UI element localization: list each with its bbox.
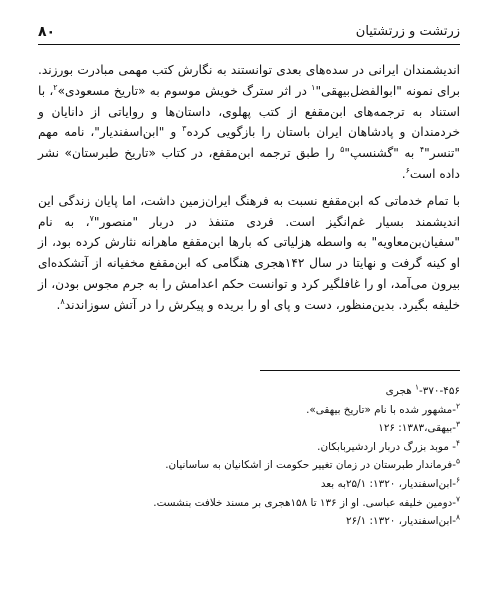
footnote-ref-7: ۷ (89, 213, 94, 223)
footnotes (38, 382, 460, 531)
footnote-4 (38, 438, 460, 457)
footnote-ref-8: ۸ (60, 296, 65, 306)
paragraph-1-text-4: و "ابن‌اسفندیار"، نامه مهم "تنسر" (38, 125, 461, 161)
paragraph-1-text-5: به "گشنسپ" (344, 146, 420, 161)
paragraph-1-text-7: . (401, 166, 406, 181)
paragraph-1-text-2: در اثر سترگ خویش موسوم به «تاریخ مسعودی» (57, 83, 312, 98)
page-number: ۸۰ (38, 24, 56, 40)
footnote-3 (38, 419, 460, 438)
footnote-text: -فرماندار طبرستان در زمان تغییر حکومت از اشکانیان به ساسانیان. (165, 459, 456, 472)
running-title: زرتشت و زرتشتیان (355, 24, 460, 39)
body-text (38, 60, 460, 322)
footnote-text: -دومین خلیفه عباسی. او از ۱۳۶ تا ۱۵۸هجری بر مسند خلافت بنشست. (153, 496, 456, 509)
paragraph-2-text-1: با تمام خدماتی که ابن‌مقفع نسبت به فرهنگ ایران‌زمین داشت، اما پایان زندگی این اندیشمند بسیار غم‌انگیز است. فردی متنفذ در دربار "منصور" (38, 193, 460, 229)
footnote-text: - موبد بزرگ دربار اردشیربابکان. (317, 440, 456, 453)
footnote-number: ۳ (455, 419, 460, 429)
footnote-text: -۳۷۰-۴۵۶ هجری (385, 385, 460, 397)
footnote-divider (260, 370, 460, 371)
footnote-5 (38, 456, 460, 475)
footnote-ref-4: ۴ (419, 145, 425, 155)
footnote-text: -مشهور شده با نام «تاریخ بیهقی». (306, 403, 456, 416)
paragraph-1-text-3: ، با استناد به ترجمه‌های ابن‌مقفع از کتب پهلوی، داستان‌ها و روایاتی از دانایان و خردمندان و پادشاهان ایران باستان را بازگویی کرده (38, 83, 460, 140)
footnote-1 (38, 382, 460, 401)
footnote-number: ۱ (414, 382, 420, 392)
footnote-ref-1: ۱ (311, 82, 316, 92)
paragraph-2-text-2: ، به نام "سفیان‌بن‌معاویه" به واسطه هزلیاتی که بارها ابن‌مقفع ماهرانه نثارش کرده بود، از او کینه گرفت و نهایتا در سال ۱۴۲هجری هنگامی که ابن‌مقفع مخفیانه از آتشکده‌ای بیرون می‌آمد، او را غافلگیر کرد و توانست حکم اعدامش را به جرم مجوس بودن، از خلیفه بگیرد. بدین‌منظور، دست و پای او را بریده و پیکرش را در آتش سوزاندند (38, 214, 460, 312)
paragraph-1-text-6: را طبق ترجمه ابن‌مقفع، در کتاب «تاریخ طبرستان» نشر داده است (38, 146, 460, 181)
footnote-number: ۶ (455, 475, 460, 485)
paragraph-1-text-1: اندیشمندان ایرانی در سده‌های بعدی توانستند به نگارش کتب مهمی مبادرت بورزند. برای نمونه "ابوالفضل‌بیهقی" (38, 63, 461, 98)
footnote-6 (38, 475, 460, 494)
page-header (38, 22, 460, 45)
footnote-ref-5: ۵ (340, 145, 345, 155)
footnote-number: ۴ (455, 438, 460, 448)
footnote-ref-2: ۲ (53, 82, 58, 92)
footnote-ref-3: ۳ (182, 124, 187, 134)
paragraph-2 (38, 191, 460, 316)
footnote-2 (38, 401, 460, 420)
footnote-text: -بیهقی،۱۳۸۳: ۱۲۶ (378, 422, 456, 435)
footnote-text: -ابن‌اسفندیار، ۱۳۲۰: ۲۶/۱ (345, 515, 456, 528)
paragraph-2-text-3: . (56, 297, 61, 312)
paragraph-1 (38, 60, 460, 185)
footnote-ref-6: ۶ (405, 165, 410, 175)
footnote-number: ۸ (455, 512, 460, 522)
footnote-number: ۷ (455, 494, 460, 504)
footnote-7 (38, 494, 460, 513)
footnote-8 (38, 512, 460, 531)
footnote-number: ۵ (455, 456, 460, 466)
footnote-text: -ابن‌اسفندیار، ۱۳۲۰: ۲۵/۱به بعد (320, 477, 456, 490)
footnote-number: ۲ (455, 401, 460, 411)
